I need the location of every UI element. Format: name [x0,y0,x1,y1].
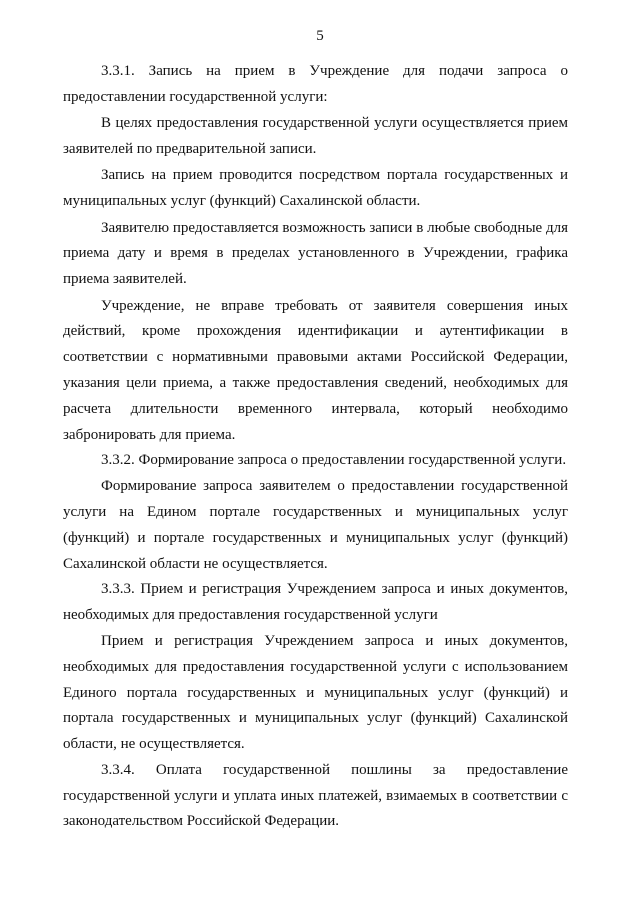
paragraph-institution-restrictions: Учреждение, не вправе требовать от заявителя совершения иных действий, кроме прохождения идентификации и аутентификации в соответствии с нормативными правовыми актами Российской Федерации, указания цели приема, а также предоставления сведений, необходимых для расчета длительности временного интервала, который необходимо забронировать для приема. [63,297,568,443]
paragraph-registration-portal: Запись на прием проводится посредством портала государственных и муниципальных услуг (функций) Сахалинской области. [63,167,568,210]
paragraph-3-3-3-heading: 3.3.3. Прием и регистрация Учреждением запроса и иных документов, необходимых для предоставления государственной услуги [63,581,568,624]
page-number: 5 [316,28,324,44]
paragraph-request-reception: Прием и регистрация Учреждением запроса и иных документов, необходимых для предоставления государственной услуги с использованием Единого портала государственных и муниципальных услуг (функций) и портала государственных и муниципальных услуг (функций) Сахалинской области, не осуществляется. [63,632,568,753]
paragraph-pre-registration: В целях предоставления государственной услуги осуществляется прием заявителей по предварительной записи. [63,115,568,157]
paragraph-registration-time: Заявителю предоставляется возможность записи в любые свободные для приема дату и время в пределах установленного в Учреждении, графика приема заявителей. [63,219,568,288]
paragraph-3-3-2-heading: 3.3.2. Формирование запроса о предоставлении государственной услуги. [101,452,567,469]
paragraph-3-3-4-heading: 3.3.4. Оплата государственной пошлины за предоставление государственной услуги и уплата иных платежей, взимаемых в соответствии с законодательством Российской Федерации. [63,761,568,830]
paragraph-request-formation: Формирование запроса заявителем о предоставлении государственной услуги на Едином портале государственных и муниципальных услуг (функций) и портале государственных и муниципальных услуг (функций) Сахалинской области не осуществляется. [63,478,568,572]
document-body [63,59,568,835]
paragraph-3-3-1-heading: 3.3.1. Запись на прием в Учреждение для подачи запроса о предоставлении государственной услуги: [63,63,568,105]
